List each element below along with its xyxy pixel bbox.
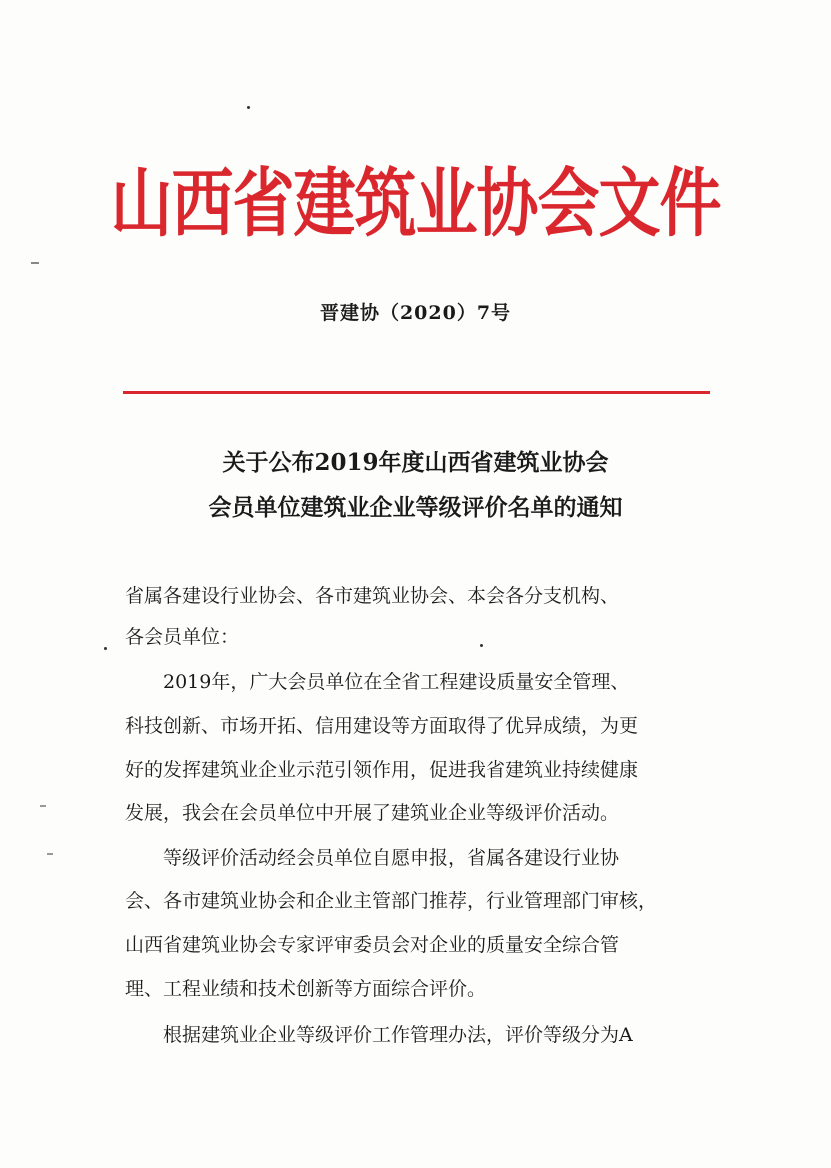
scan-speck <box>31 262 39 264</box>
body-line: 各会员单位： <box>125 626 240 648</box>
scan-speck <box>40 805 46 807</box>
body-line: 山西省建筑业协会专家评审委员会对企业的质量安全综合管 <box>125 934 620 956</box>
scan-speck <box>104 647 107 650</box>
notice-title-line-1: 关于公布2019年度山西省建筑业协会 <box>222 449 609 476</box>
red-divider-rule <box>123 391 710 394</box>
body-line: 发展，我会在会员单位中开展了建筑业企业等级评价活动。 <box>125 802 620 824</box>
body-line: 好的发挥建筑业企业示范引领作用，促进我省建筑业持续健康 <box>125 759 639 781</box>
scan-speck <box>480 644 483 647</box>
body-line: 根据建筑业企业等级评价工作管理办法，评价等级分为A <box>125 1024 633 1046</box>
body-line: 2019年，广大会员单位在全省工程建设质量安全管理、 <box>125 671 630 693</box>
scan-speck <box>47 853 53 855</box>
notice-title-line-2: 会员单位建筑业企业等级评价名单的通知 <box>208 494 623 521</box>
body-line: 理、工程业绩和技术创新等方面综合评价。 <box>125 978 487 1000</box>
body-line: 省属各建设行业协会、各市建筑业协会、本会各分支机构、 <box>125 585 620 607</box>
document-number: 晋建协（2020）7号 <box>319 302 512 324</box>
letterhead-title: 山西省建筑业协会文件 <box>110 159 721 248</box>
body-line: 会、各市建筑业协会和企业主管部门推荐，行业管理部门审核， <box>125 890 658 912</box>
scan-speck <box>247 106 250 109</box>
body-line: 等级评价活动经会员单位自愿申报，省属各建设行业协 <box>125 847 620 869</box>
body-line: 科技创新、市场开拓、信用建设等方面取得了优异成绩，为更 <box>125 715 639 737</box>
